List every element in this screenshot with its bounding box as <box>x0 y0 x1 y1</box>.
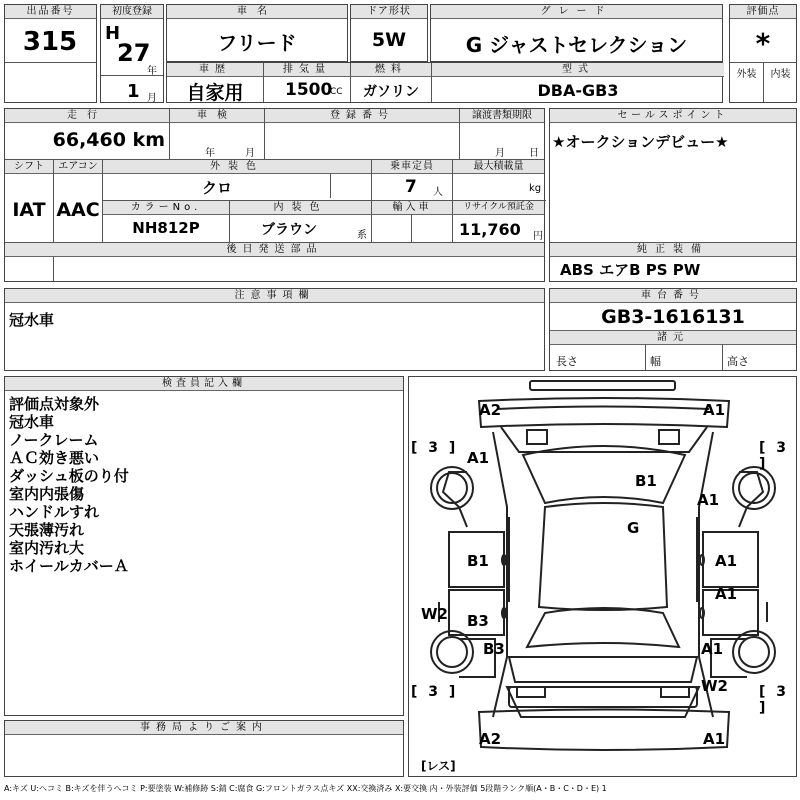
reg-no-label: 登録番号 <box>265 109 459 123</box>
inspector-note: 天張薄汚れ <box>9 521 85 539</box>
mark-qtr-left: B3 <box>467 612 489 630</box>
car-name: フリード <box>217 31 297 55</box>
notes-text: 冠水車 <box>9 311 55 329</box>
fuel: ガソリン <box>363 84 419 100</box>
ext-color: クロ <box>201 179 232 197</box>
equipment-label: 純正装備 <box>550 243 796 257</box>
mark-fender-left: A1 <box>467 449 490 467</box>
import-label: 輸入車 <box>372 201 452 215</box>
tire-rr-depth: [ 3 ] <box>759 684 790 716</box>
inspector-note: ホイールカバーＡ <box>9 557 129 575</box>
mark-door-rr: A1 <box>715 585 738 603</box>
capacity-label: 乗車定員 <box>372 160 452 174</box>
lot-label: 出品番号 <box>5 5 96 19</box>
era-letter: H <box>105 23 121 44</box>
ac-label: エアコン <box>54 160 102 174</box>
int-color-suffix: 系 <box>357 230 367 241</box>
score-box <box>729 4 797 103</box>
car-name-label: 車名 <box>167 5 347 19</box>
ac: AAC <box>56 199 100 221</box>
inspector-note: 評価点対象外 <box>9 395 100 413</box>
max-load-label: 最大積載量 <box>453 160 544 174</box>
history-label: 車歴 <box>167 63 263 77</box>
mark-hood: B1 <box>635 472 657 490</box>
length-label: 長さ <box>556 355 578 368</box>
equipment: ABS エアB PS PW <box>560 261 701 279</box>
inspector-note: ダッシュ板のり付 <box>9 467 129 485</box>
tire-rl-depth: [ 3 ] <box>411 684 459 700</box>
mark-rear-qtr-right: A1 <box>701 640 724 658</box>
mark-fender-right: A1 <box>697 491 720 509</box>
car-diagram-box <box>408 376 797 777</box>
shift: IAT <box>12 199 46 221</box>
damage-legend: A:キズ U:ヘコミ B:キズを伴うヘコミ P:要塗装 W:補修跡 S:錆 C:腐食 G:フロントガラス点キズ XX:交換済み X:要交換 内・外装評価 5段階ランク順(A・B・C・D・E) 1 <box>4 784 607 793</box>
notes-box <box>4 288 545 371</box>
year-unit: 年 <box>147 66 157 77</box>
sales-point-box <box>549 108 797 282</box>
inspector-notes-list <box>9 395 129 575</box>
chassis-box <box>549 288 797 371</box>
door-type: 5W <box>371 29 407 51</box>
chassis-number: GB3-1616131 <box>601 306 745 328</box>
inspector-note: 冠水車 <box>9 413 55 431</box>
score-label: 評価点 <box>730 5 796 19</box>
mileage-label: 走行 <box>5 109 169 123</box>
height-label: 高さ <box>727 355 749 368</box>
recycle-unit: 円 <box>533 231 543 242</box>
inspector-box <box>4 376 404 716</box>
office-label: 事務局よりご案内 <box>5 721 403 735</box>
office-box <box>4 720 404 777</box>
mark-rear-qtr-left: B3 <box>483 640 505 658</box>
inspector-note: 室内内張傷 <box>9 485 85 503</box>
specs-label: 諸元 <box>550 330 796 345</box>
car-name-box <box>166 4 348 62</box>
shift-label: シフト <box>5 160 53 174</box>
fuel-label: 燃料 <box>351 63 431 77</box>
sales-point-label: セールスポイント <box>550 109 796 123</box>
inspector-note: 室内汚れ大 <box>9 539 85 557</box>
transfer-month-unit: 月 <box>495 148 505 159</box>
interior-label: 内装 <box>770 69 791 80</box>
lot-box <box>4 4 97 103</box>
month-unit: 月 <box>147 93 157 104</box>
door-box <box>350 4 428 62</box>
reg-year: 27 <box>117 39 151 67</box>
grade-label: グレード <box>431 5 722 19</box>
recycle-fee: 11,760 <box>459 220 521 239</box>
model: DBA-GB3 <box>537 81 619 100</box>
mark-door-fr: A1 <box>715 552 738 570</box>
tire-fr-depth: [ 3 ] <box>759 440 790 472</box>
vehicle-details-box <box>4 108 545 282</box>
inspector-note: ＡＣ効き悪い <box>9 449 100 467</box>
int-color-label: 内装色 <box>230 201 371 215</box>
later-parts-label: 後日発送部品 <box>5 243 544 257</box>
displacement: 1500 <box>285 80 333 100</box>
mark-roof: G <box>627 519 640 537</box>
inspection-year-unit: 年 <box>205 148 215 159</box>
int-color: ブラウン <box>261 222 317 238</box>
color-no: NH812P <box>132 219 200 237</box>
spare-tire: [レス] <box>421 759 456 773</box>
displacement-unit: CC <box>330 87 343 97</box>
inspection-label: 車検 <box>170 109 264 123</box>
first-reg-label: 初度登録 <box>101 5 163 19</box>
history-box <box>166 62 723 103</box>
grade: G ジャストセレクション <box>465 33 688 57</box>
history: 自家用 <box>186 82 244 104</box>
ext-color-label: 外装色 <box>103 160 371 174</box>
inspector-note: ハンドルすれ <box>9 503 100 521</box>
tire-fl-depth: [ 3 ] <box>411 440 459 456</box>
chassis-label: 車台番号 <box>550 289 796 303</box>
mark-door-fl: B1 <box>467 552 489 570</box>
displacement-label: 排気量 <box>264 63 350 77</box>
transfer-label: 譲渡書類期限 <box>460 109 544 123</box>
score: * <box>755 27 771 60</box>
mark-front-right: A1 <box>703 401 726 419</box>
max-load-unit: kg <box>529 183 542 194</box>
capacity-unit: 人 <box>433 187 443 198</box>
mark-rear-right: W2 <box>701 677 728 695</box>
exterior-label: 外装 <box>736 69 757 80</box>
inspector-note: ノークレーム <box>9 431 99 449</box>
mark-rear-bumper-left: A2 <box>479 730 502 748</box>
mileage: 66,460 km <box>52 129 165 151</box>
grade-box <box>430 4 723 62</box>
model-label: 型式 <box>432 63 724 77</box>
transfer-day-unit: 日 <box>529 148 539 159</box>
color-no-label: カラーNo. <box>103 201 229 215</box>
inspector-label: 検査員記入欄 <box>5 377 403 391</box>
width-label: 幅 <box>650 355 661 368</box>
mark-rear-bumper-right: A1 <box>703 730 726 748</box>
recycle-label: リサイクル預託金 <box>453 201 544 215</box>
door-label: ドア形状 <box>351 5 427 19</box>
lot-number: 315 <box>22 27 78 57</box>
mark-sill-left: W2 <box>421 605 448 623</box>
mark-front-left: A2 <box>479 401 502 419</box>
capacity: 7 <box>405 177 417 197</box>
reg-month: 1 <box>127 81 140 102</box>
inspection-month-unit: 月 <box>245 148 255 159</box>
first-registration-box <box>100 4 164 103</box>
notes-label: 注意事項欄 <box>5 289 544 303</box>
sales-point-text: ★オークションデビュー★ <box>552 133 729 151</box>
car-diagram <box>409 377 798 778</box>
